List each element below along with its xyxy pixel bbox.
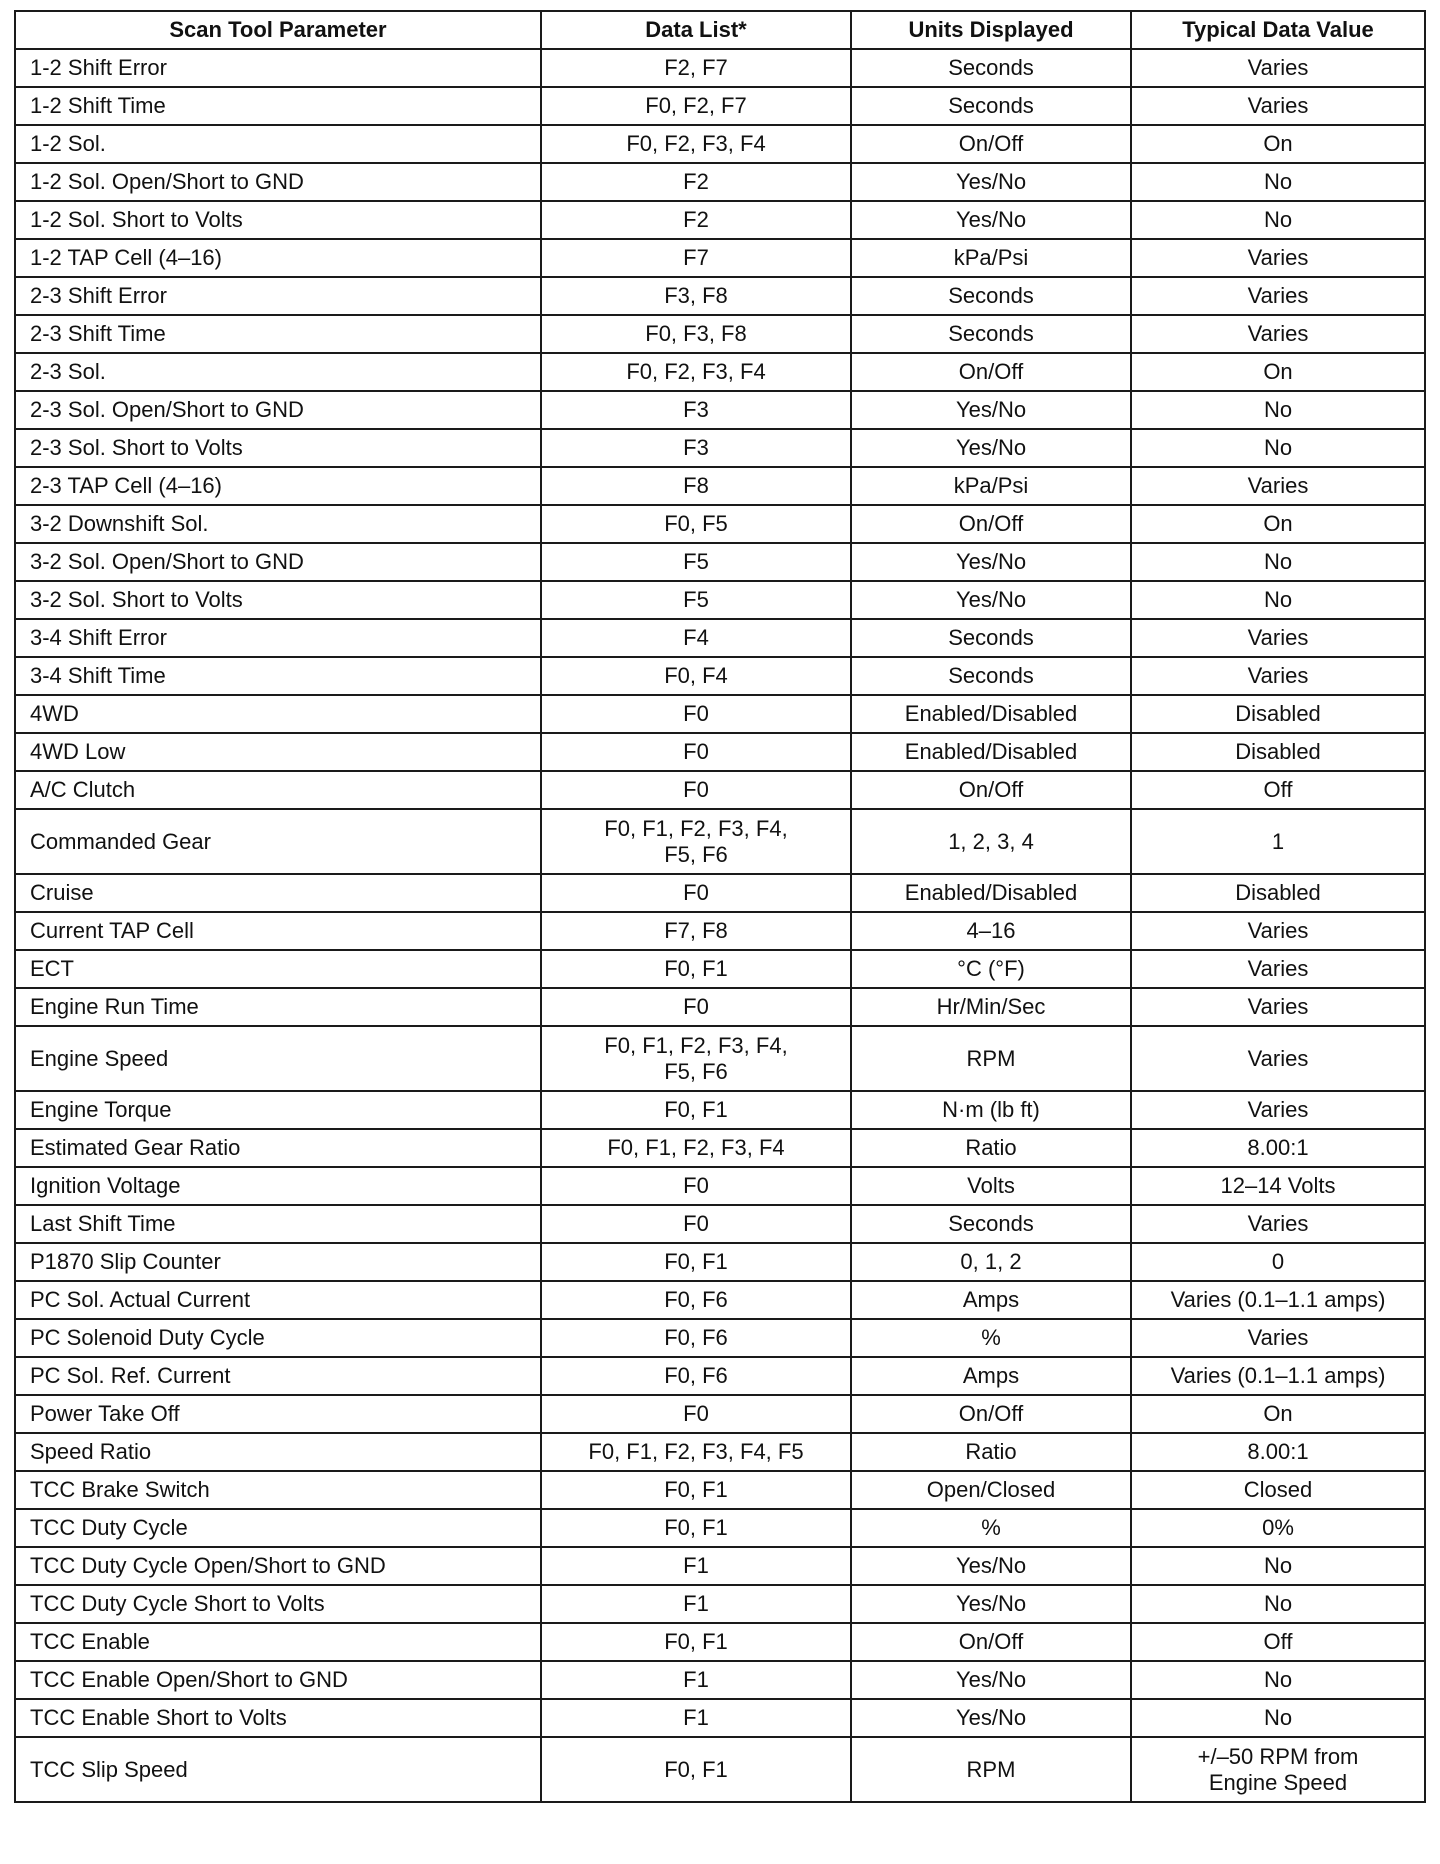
units-cell: Seconds bbox=[851, 87, 1131, 125]
typical-value-cell: Disabled bbox=[1131, 874, 1425, 912]
typical-value-cell: 0 bbox=[1131, 1243, 1425, 1281]
parameter-cell: 2-3 TAP Cell (4–16) bbox=[15, 467, 541, 505]
typical-value-cell: On bbox=[1131, 1395, 1425, 1433]
table-row bbox=[15, 1357, 1425, 1395]
typical-value-cell: Varies bbox=[1131, 1091, 1425, 1129]
table-row bbox=[15, 988, 1425, 1026]
data-list-cell: F0, F2, F3, F4 bbox=[541, 125, 851, 163]
data-list-cell: F0 bbox=[541, 874, 851, 912]
typical-value-cell: Varies bbox=[1131, 619, 1425, 657]
parameter-cell: 3-2 Downshift Sol. bbox=[15, 505, 541, 543]
units-cell: Yes/No bbox=[851, 391, 1131, 429]
parameter-cell: 2-3 Sol. bbox=[15, 353, 541, 391]
typical-value-cell: Varies bbox=[1131, 49, 1425, 87]
parameter-cell: 2-3 Sol. Short to Volts bbox=[15, 429, 541, 467]
table-row bbox=[15, 1319, 1425, 1357]
table-row bbox=[15, 581, 1425, 619]
table-row bbox=[15, 87, 1425, 125]
data-list-cell: F5 bbox=[541, 581, 851, 619]
typical-value-cell: Varies (0.1–1.1 amps) bbox=[1131, 1357, 1425, 1395]
data-list-cell: F0 bbox=[541, 1395, 851, 1433]
units-cell: Yes/No bbox=[851, 1661, 1131, 1699]
data-list-cell: F0, F2, F7 bbox=[541, 87, 851, 125]
parameter-cell: 1-2 Shift Time bbox=[15, 87, 541, 125]
table-row bbox=[15, 125, 1425, 163]
typical-value-cell: Varies bbox=[1131, 467, 1425, 505]
data-list-cell: F2 bbox=[541, 201, 851, 239]
data-list-cell: F5 bbox=[541, 543, 851, 581]
table-row bbox=[15, 467, 1425, 505]
table-row bbox=[15, 1129, 1425, 1167]
table-row bbox=[15, 315, 1425, 353]
table-row bbox=[15, 874, 1425, 912]
table-row bbox=[15, 1091, 1425, 1129]
typical-value-cell: +/–50 RPM from Engine Speed bbox=[1131, 1737, 1425, 1802]
data-list-cell: F7 bbox=[541, 239, 851, 277]
parameter-cell: PC Sol. Ref. Current bbox=[15, 1357, 541, 1395]
parameter-cell: TCC Duty Cycle bbox=[15, 1509, 541, 1547]
units-cell: °C (°F) bbox=[851, 950, 1131, 988]
typical-value-cell: Varies bbox=[1131, 1026, 1425, 1091]
table-row bbox=[15, 201, 1425, 239]
scan-tool-data-table bbox=[14, 10, 1426, 1803]
table-row bbox=[15, 1243, 1425, 1281]
units-cell: Seconds bbox=[851, 619, 1131, 657]
parameter-cell: TCC Enable Short to Volts bbox=[15, 1699, 541, 1737]
typical-value-cell: Disabled bbox=[1131, 695, 1425, 733]
table-row bbox=[15, 1623, 1425, 1661]
typical-value-cell: No bbox=[1131, 581, 1425, 619]
table-row bbox=[15, 1585, 1425, 1623]
parameter-cell: 3-4 Shift Error bbox=[15, 619, 541, 657]
parameter-cell: 4WD bbox=[15, 695, 541, 733]
parameter-cell: Engine Run Time bbox=[15, 988, 541, 1026]
typical-value-cell: Varies bbox=[1131, 657, 1425, 695]
units-cell: N·m (lb ft) bbox=[851, 1091, 1131, 1129]
units-cell: Ratio bbox=[851, 1129, 1131, 1167]
units-cell: 1, 2, 3, 4 bbox=[851, 809, 1131, 874]
typical-value-cell: On bbox=[1131, 505, 1425, 543]
data-list-cell: F4 bbox=[541, 619, 851, 657]
typical-value-cell: Varies bbox=[1131, 988, 1425, 1026]
header-data-list: Data List* bbox=[541, 11, 851, 49]
data-list-cell: F1 bbox=[541, 1661, 851, 1699]
parameter-cell: TCC Slip Speed bbox=[15, 1737, 541, 1802]
typical-value-cell: Varies (0.1–1.1 amps) bbox=[1131, 1281, 1425, 1319]
data-list-cell: F2, F7 bbox=[541, 49, 851, 87]
table-row bbox=[15, 1509, 1425, 1547]
typical-value-cell: Varies bbox=[1131, 239, 1425, 277]
parameter-cell: TCC Enable bbox=[15, 1623, 541, 1661]
parameter-cell: PC Sol. Actual Current bbox=[15, 1281, 541, 1319]
parameter-cell: Current TAP Cell bbox=[15, 912, 541, 950]
data-list-cell: F0, F1, F2, F3, F4, F5, F6 bbox=[541, 1026, 851, 1091]
typical-value-cell: Varies bbox=[1131, 87, 1425, 125]
data-list-cell: F8 bbox=[541, 467, 851, 505]
units-cell: Volts bbox=[851, 1167, 1131, 1205]
units-cell: Yes/No bbox=[851, 1547, 1131, 1585]
units-cell: kPa/Psi bbox=[851, 467, 1131, 505]
data-list-cell: F0, F6 bbox=[541, 1357, 851, 1395]
table-row bbox=[15, 429, 1425, 467]
units-cell: RPM bbox=[851, 1737, 1131, 1802]
table-row bbox=[15, 733, 1425, 771]
units-cell: On/Off bbox=[851, 353, 1131, 391]
table-row bbox=[15, 391, 1425, 429]
parameter-cell: 3-4 Shift Time bbox=[15, 657, 541, 695]
parameter-cell: 2-3 Shift Time bbox=[15, 315, 541, 353]
units-cell: Enabled/Disabled bbox=[851, 733, 1131, 771]
table-row bbox=[15, 619, 1425, 657]
header-units-displayed: Units Displayed bbox=[851, 11, 1131, 49]
data-list-cell: F1 bbox=[541, 1547, 851, 1585]
parameter-cell: 2-3 Sol. Open/Short to GND bbox=[15, 391, 541, 429]
parameter-cell: 3-2 Sol. Open/Short to GND bbox=[15, 543, 541, 581]
table-row bbox=[15, 163, 1425, 201]
typical-value-cell: 12–14 Volts bbox=[1131, 1167, 1425, 1205]
parameter-cell: Last Shift Time bbox=[15, 1205, 541, 1243]
typical-value-cell: No bbox=[1131, 1699, 1425, 1737]
typical-value-cell: No bbox=[1131, 1585, 1425, 1623]
typical-value-cell: 8.00:1 bbox=[1131, 1433, 1425, 1471]
table-row bbox=[15, 1547, 1425, 1585]
units-cell: % bbox=[851, 1509, 1131, 1547]
data-list-cell: F0, F1 bbox=[541, 1623, 851, 1661]
units-cell: Yes/No bbox=[851, 543, 1131, 581]
units-cell: Seconds bbox=[851, 1205, 1131, 1243]
parameter-cell: 1-2 Sol. Open/Short to GND bbox=[15, 163, 541, 201]
units-cell: Yes/No bbox=[851, 163, 1131, 201]
units-cell: Yes/No bbox=[851, 581, 1131, 619]
data-list-cell: F0, F1 bbox=[541, 1509, 851, 1547]
typical-value-cell: Varies bbox=[1131, 1319, 1425, 1357]
table-row bbox=[15, 695, 1425, 733]
table-row bbox=[15, 1205, 1425, 1243]
data-list-cell: F0, F3, F8 bbox=[541, 315, 851, 353]
table-row bbox=[15, 809, 1425, 874]
data-list-cell: F2 bbox=[541, 163, 851, 201]
units-cell: % bbox=[851, 1319, 1131, 1357]
data-list-cell: F0 bbox=[541, 695, 851, 733]
data-list-cell: F0, F1, F2, F3, F4, F5 bbox=[541, 1433, 851, 1471]
units-cell: Amps bbox=[851, 1281, 1131, 1319]
units-cell: On/Off bbox=[851, 125, 1131, 163]
table-row bbox=[15, 1661, 1425, 1699]
table-row bbox=[15, 277, 1425, 315]
typical-value-cell: Disabled bbox=[1131, 733, 1425, 771]
typical-value-cell: No bbox=[1131, 201, 1425, 239]
data-list-cell: F0, F1 bbox=[541, 950, 851, 988]
data-list-cell: F7, F8 bbox=[541, 912, 851, 950]
header-scan-tool-parameter: Scan Tool Parameter bbox=[15, 11, 541, 49]
parameter-cell: Commanded Gear bbox=[15, 809, 541, 874]
table-row bbox=[15, 353, 1425, 391]
data-list-cell: F0 bbox=[541, 988, 851, 1026]
parameter-cell: Estimated Gear Ratio bbox=[15, 1129, 541, 1167]
typical-value-cell: No bbox=[1131, 163, 1425, 201]
units-cell: On/Off bbox=[851, 1623, 1131, 1661]
units-cell: Yes/No bbox=[851, 1699, 1131, 1737]
table-row bbox=[15, 1167, 1425, 1205]
units-cell: Yes/No bbox=[851, 201, 1131, 239]
units-cell: Seconds bbox=[851, 277, 1131, 315]
parameter-cell: TCC Duty Cycle Open/Short to GND bbox=[15, 1547, 541, 1585]
units-cell: On/Off bbox=[851, 771, 1131, 809]
units-cell: Ratio bbox=[851, 1433, 1131, 1471]
data-list-cell: F0, F1, F2, F3, F4, F5, F6 bbox=[541, 809, 851, 874]
data-list-cell: F0, F5 bbox=[541, 505, 851, 543]
parameter-cell: Ignition Voltage bbox=[15, 1167, 541, 1205]
typical-value-cell: Closed bbox=[1131, 1471, 1425, 1509]
parameter-cell: Engine Torque bbox=[15, 1091, 541, 1129]
data-list-cell: F0 bbox=[541, 733, 851, 771]
parameter-cell: 1-2 Shift Error bbox=[15, 49, 541, 87]
data-list-cell: F0, F1 bbox=[541, 1737, 851, 1802]
units-cell: kPa/Psi bbox=[851, 239, 1131, 277]
parameter-cell: 2-3 Shift Error bbox=[15, 277, 541, 315]
data-list-cell: F1 bbox=[541, 1699, 851, 1737]
data-list-cell: F3 bbox=[541, 391, 851, 429]
units-cell: Open/Closed bbox=[851, 1471, 1131, 1509]
units-cell: Enabled/Disabled bbox=[851, 874, 1131, 912]
parameter-cell: ECT bbox=[15, 950, 541, 988]
typical-value-cell: On bbox=[1131, 353, 1425, 391]
parameter-cell: 3-2 Sol. Short to Volts bbox=[15, 581, 541, 619]
data-list-cell: F0, F1 bbox=[541, 1091, 851, 1129]
units-cell: 0, 1, 2 bbox=[851, 1243, 1131, 1281]
data-list-cell: F3 bbox=[541, 429, 851, 467]
parameter-cell: TCC Brake Switch bbox=[15, 1471, 541, 1509]
data-list-cell: F0 bbox=[541, 1205, 851, 1243]
units-cell: Hr/Min/Sec bbox=[851, 988, 1131, 1026]
units-cell: RPM bbox=[851, 1026, 1131, 1091]
units-cell: Seconds bbox=[851, 49, 1131, 87]
table-row bbox=[15, 505, 1425, 543]
typical-value-cell: Off bbox=[1131, 1623, 1425, 1661]
typical-value-cell: No bbox=[1131, 1547, 1425, 1585]
parameter-cell: 1-2 Sol. Short to Volts bbox=[15, 201, 541, 239]
units-cell: Enabled/Disabled bbox=[851, 695, 1131, 733]
table-row bbox=[15, 543, 1425, 581]
parameter-cell: TCC Enable Open/Short to GND bbox=[15, 1661, 541, 1699]
table-row bbox=[15, 1471, 1425, 1509]
parameter-cell: Cruise bbox=[15, 874, 541, 912]
data-list-cell: F0, F6 bbox=[541, 1281, 851, 1319]
parameter-cell: A/C Clutch bbox=[15, 771, 541, 809]
data-list-cell: F0 bbox=[541, 771, 851, 809]
parameter-cell: Speed Ratio bbox=[15, 1433, 541, 1471]
data-list-cell: F3, F8 bbox=[541, 277, 851, 315]
typical-value-cell: 8.00:1 bbox=[1131, 1129, 1425, 1167]
parameter-cell: P1870 Slip Counter bbox=[15, 1243, 541, 1281]
table-row bbox=[15, 1737, 1425, 1802]
parameter-cell: 4WD Low bbox=[15, 733, 541, 771]
typical-value-cell: Varies bbox=[1131, 277, 1425, 315]
typical-value-cell: 1 bbox=[1131, 809, 1425, 874]
units-cell: Yes/No bbox=[851, 429, 1131, 467]
units-cell: Yes/No bbox=[851, 1585, 1131, 1623]
typical-value-cell: No bbox=[1131, 429, 1425, 467]
typical-value-cell: Off bbox=[1131, 771, 1425, 809]
table-row bbox=[15, 771, 1425, 809]
table-row bbox=[15, 912, 1425, 950]
parameter-cell: 1-2 Sol. bbox=[15, 125, 541, 163]
typical-value-cell: On bbox=[1131, 125, 1425, 163]
data-list-cell: F0, F1 bbox=[541, 1243, 851, 1281]
units-cell: Seconds bbox=[851, 657, 1131, 695]
table-row bbox=[15, 657, 1425, 695]
table-row bbox=[15, 239, 1425, 277]
typical-value-cell: Varies bbox=[1131, 912, 1425, 950]
data-list-cell: F0, F1 bbox=[541, 1471, 851, 1509]
data-list-cell: F0, F1, F2, F3, F4 bbox=[541, 1129, 851, 1167]
data-list-cell: F0, F4 bbox=[541, 657, 851, 695]
units-cell: On/Off bbox=[851, 505, 1131, 543]
parameter-cell: Engine Speed bbox=[15, 1026, 541, 1091]
typical-value-cell: No bbox=[1131, 1661, 1425, 1699]
typical-value-cell: 0% bbox=[1131, 1509, 1425, 1547]
table-row bbox=[15, 1281, 1425, 1319]
header-typical-data-value: Typical Data Value bbox=[1131, 11, 1425, 49]
table-row bbox=[15, 950, 1425, 988]
units-cell: Seconds bbox=[851, 315, 1131, 353]
table-header-row bbox=[15, 11, 1425, 49]
units-cell: 4–16 bbox=[851, 912, 1131, 950]
typical-value-cell: Varies bbox=[1131, 950, 1425, 988]
units-cell: On/Off bbox=[851, 1395, 1131, 1433]
parameter-cell: 1-2 TAP Cell (4–16) bbox=[15, 239, 541, 277]
parameter-cell: Power Take Off bbox=[15, 1395, 541, 1433]
typical-value-cell: Varies bbox=[1131, 1205, 1425, 1243]
parameter-cell: TCC Duty Cycle Short to Volts bbox=[15, 1585, 541, 1623]
typical-value-cell: Varies bbox=[1131, 315, 1425, 353]
data-list-cell: F0, F2, F3, F4 bbox=[541, 353, 851, 391]
table-row bbox=[15, 49, 1425, 87]
table-row bbox=[15, 1026, 1425, 1091]
table-row bbox=[15, 1433, 1425, 1471]
units-cell: Amps bbox=[851, 1357, 1131, 1395]
data-list-cell: F0, F6 bbox=[541, 1319, 851, 1357]
data-list-cell: F0 bbox=[541, 1167, 851, 1205]
parameter-cell: PC Solenoid Duty Cycle bbox=[15, 1319, 541, 1357]
data-list-cell: F1 bbox=[541, 1585, 851, 1623]
typical-value-cell: No bbox=[1131, 543, 1425, 581]
typical-value-cell: No bbox=[1131, 391, 1425, 429]
table-row bbox=[15, 1395, 1425, 1433]
table-row bbox=[15, 1699, 1425, 1737]
